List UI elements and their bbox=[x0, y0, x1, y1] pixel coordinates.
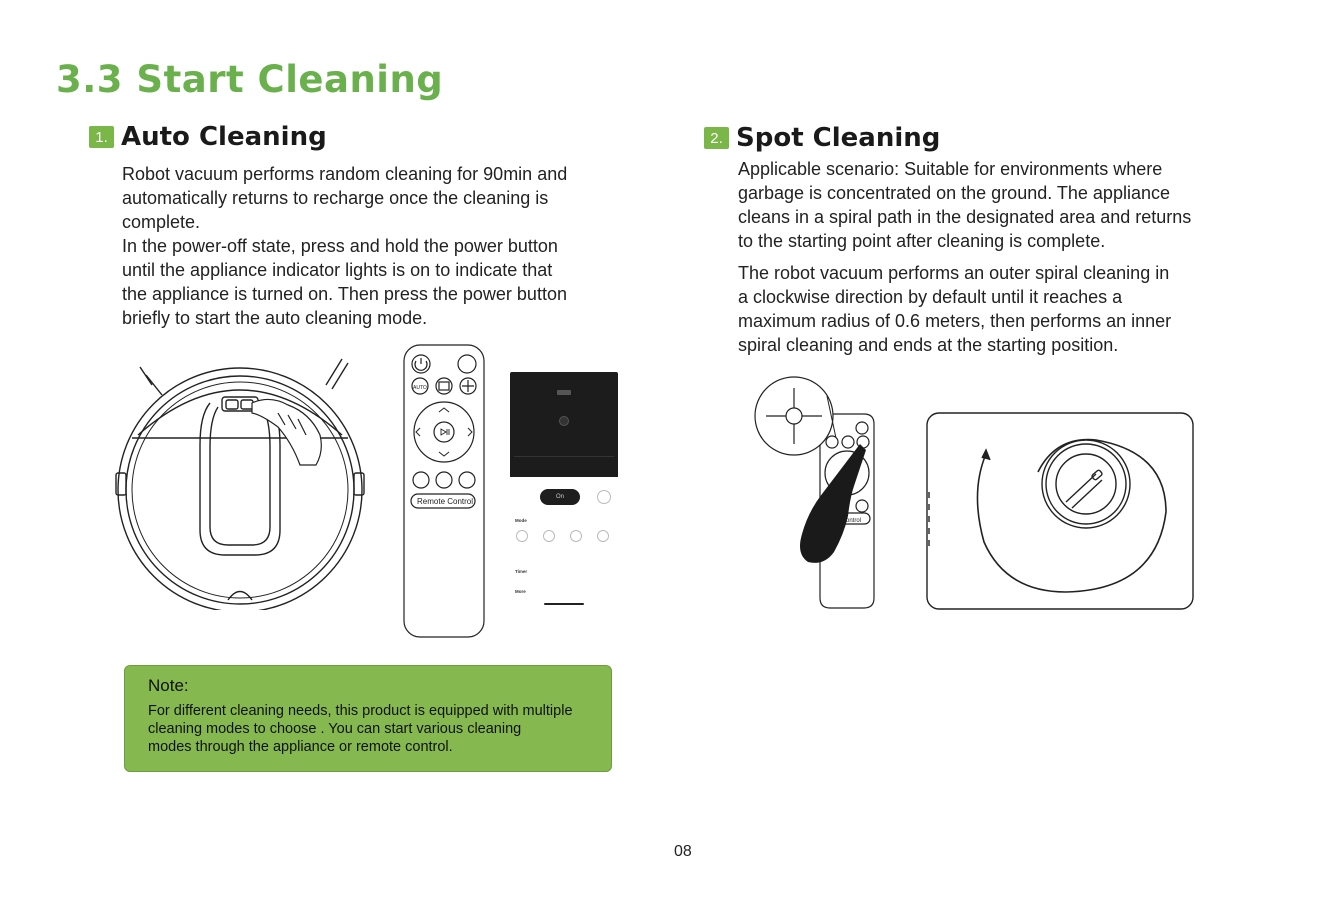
divider bbox=[514, 456, 614, 457]
section-number-badge: 1. bbox=[89, 126, 114, 148]
text-line: modes through the appliance or remote control. bbox=[148, 739, 453, 755]
auto-cleaning-paragraph-1 bbox=[122, 162, 567, 234]
text-line: In the power-off state, press and hold the power button bbox=[122, 236, 558, 256]
on-toggle-button[interactable]: On bbox=[540, 489, 580, 505]
text-line: The robot vacuum performs an outer spiral cleaning in bbox=[738, 263, 1170, 283]
page-number: 08 bbox=[674, 843, 692, 860]
note-title: Note: bbox=[148, 676, 189, 695]
text-line: briefly to start the auto cleaning mode. bbox=[122, 308, 428, 328]
text-line: spiral cleaning and ends at the starting position. bbox=[738, 335, 1119, 355]
text-line: a clockwise direction by default until it reaches a bbox=[738, 287, 1123, 307]
device-thumbnail bbox=[557, 390, 571, 395]
text-line: automatically returns to recharge once the cleaning is bbox=[122, 188, 549, 208]
mode-auto-button[interactable] bbox=[516, 530, 528, 542]
section-number-badge: 2. bbox=[704, 127, 729, 149]
text-line: cleans in a spiral path in the designated area and returns bbox=[738, 207, 1192, 227]
section-heading: Auto Cleaning bbox=[121, 122, 327, 152]
note-text bbox=[148, 702, 599, 756]
text-line: until the appliance indicator lights is on to indicate that bbox=[122, 260, 553, 280]
mode-manual-button[interactable] bbox=[597, 530, 609, 542]
mode-spot-button[interactable] bbox=[570, 530, 582, 542]
home-indicator bbox=[544, 603, 584, 605]
mode-label: Mode bbox=[515, 518, 527, 523]
text-line: For different cleaning needs, this product is equipped with multiple bbox=[148, 703, 573, 719]
auto-cleaning-paragraph-2 bbox=[122, 234, 567, 330]
spot-cleaning-paragraph-1 bbox=[738, 157, 1191, 253]
dpad-circle bbox=[414, 402, 474, 462]
fan-icon bbox=[458, 355, 476, 373]
robot-vacuum-illustration bbox=[110, 355, 370, 610]
remote-control-label: Remote Control bbox=[417, 497, 474, 506]
text-line: the appliance is turned on. Then press the power button bbox=[122, 284, 567, 304]
remote-zoom-illustration bbox=[752, 366, 882, 611]
section-heading: Spot Cleaning bbox=[736, 123, 941, 153]
text-line: garbage is concentrated on the ground. The appliance bbox=[738, 183, 1170, 203]
app-controls bbox=[510, 477, 618, 608]
text-line: complete. bbox=[122, 212, 201, 232]
text-line: Applicable scenario: Suitable for environments where bbox=[738, 159, 1163, 179]
status-icon bbox=[559, 416, 569, 426]
spiral-path-illustration bbox=[926, 412, 1196, 612]
section-auto-cleaning-header bbox=[89, 122, 327, 152]
auto-button-label: AUTO bbox=[413, 385, 427, 391]
section-spot-cleaning-header bbox=[704, 123, 940, 153]
timer-label[interactable]: Timer bbox=[515, 569, 528, 574]
text-line: maximum radius of 0.6 meters, then performs an inner bbox=[738, 311, 1172, 331]
remote-zoom-label: ontrol bbox=[846, 518, 862, 524]
note-box bbox=[124, 665, 612, 772]
more-label[interactable]: More bbox=[515, 589, 526, 594]
spot-cleaning-paragraph-2 bbox=[738, 261, 1171, 357]
text-line: to the starting point after cleaning is complete. bbox=[738, 231, 1106, 251]
app-screenshot bbox=[510, 372, 618, 608]
remote-control-illustration bbox=[403, 344, 485, 639]
text-line: cleaning modes to choose . You can start various cleaning bbox=[148, 721, 522, 737]
text-line: Robot vacuum performs random cleaning for 90min and bbox=[122, 164, 568, 184]
mode-wall-button[interactable] bbox=[543, 530, 555, 542]
app-header-dark bbox=[510, 372, 618, 477]
page-title: 3.3 Start Cleaning bbox=[56, 58, 444, 101]
charge-button[interactable] bbox=[597, 490, 611, 504]
